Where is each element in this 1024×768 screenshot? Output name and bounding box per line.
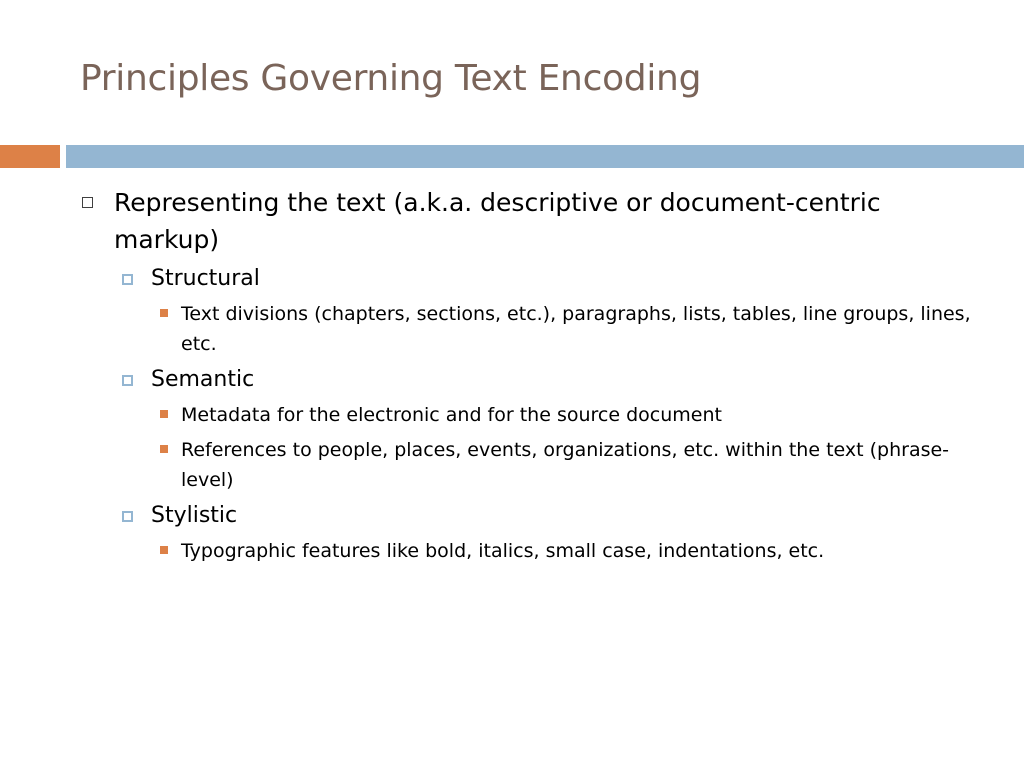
accent-bar bbox=[0, 145, 60, 168]
filled-square-bullet-icon bbox=[160, 309, 168, 317]
bullet-level2-item bbox=[151, 365, 971, 395]
framed-square-bullet-icon bbox=[122, 274, 133, 285]
framed-square-bullet-icon bbox=[122, 375, 133, 386]
bullet-level2-item bbox=[151, 264, 971, 294]
bullet-level3-item bbox=[181, 536, 981, 566]
bullet-level2-text: Stylistic bbox=[151, 503, 238, 528]
bullet-level2-text: Structural bbox=[151, 266, 260, 291]
bullet-level2-item bbox=[151, 501, 971, 531]
bullet-level3-item bbox=[181, 299, 981, 359]
filled-square-bullet-icon bbox=[160, 410, 168, 418]
bullet-level3-text: References to people, places, events, organizations, etc. within the text (phrase-level) bbox=[181, 439, 950, 491]
bullet-level3-text: Metadata for the electronic and for the source document bbox=[181, 404, 722, 426]
bullet-level3-item bbox=[181, 400, 981, 430]
bullet-level3-text: Typographic features like bold, italics, small case, indentations, etc. bbox=[181, 540, 825, 562]
bullet-level3-item bbox=[181, 435, 981, 495]
slide-body bbox=[0, 184, 1024, 566]
filled-square-bullet-icon bbox=[160, 546, 168, 554]
title-underline-bar bbox=[66, 145, 1024, 168]
bullet-level1-item bbox=[114, 184, 944, 258]
bullet-level1-text: Representing the text (a.k.a. descriptive or document-centric markup) bbox=[114, 188, 881, 254]
filled-square-bullet-icon bbox=[160, 445, 168, 453]
hollow-square-bullet-icon bbox=[82, 197, 93, 208]
framed-square-bullet-icon bbox=[122, 511, 133, 522]
bullet-level3-text: Text divisions (chapters, sections, etc.), paragraphs, lists, tables, line groups, lines, etc. bbox=[181, 303, 971, 355]
slide-title: Principles Governing Text Encoding bbox=[80, 58, 702, 99]
bullet-level2-text: Semantic bbox=[151, 367, 255, 392]
